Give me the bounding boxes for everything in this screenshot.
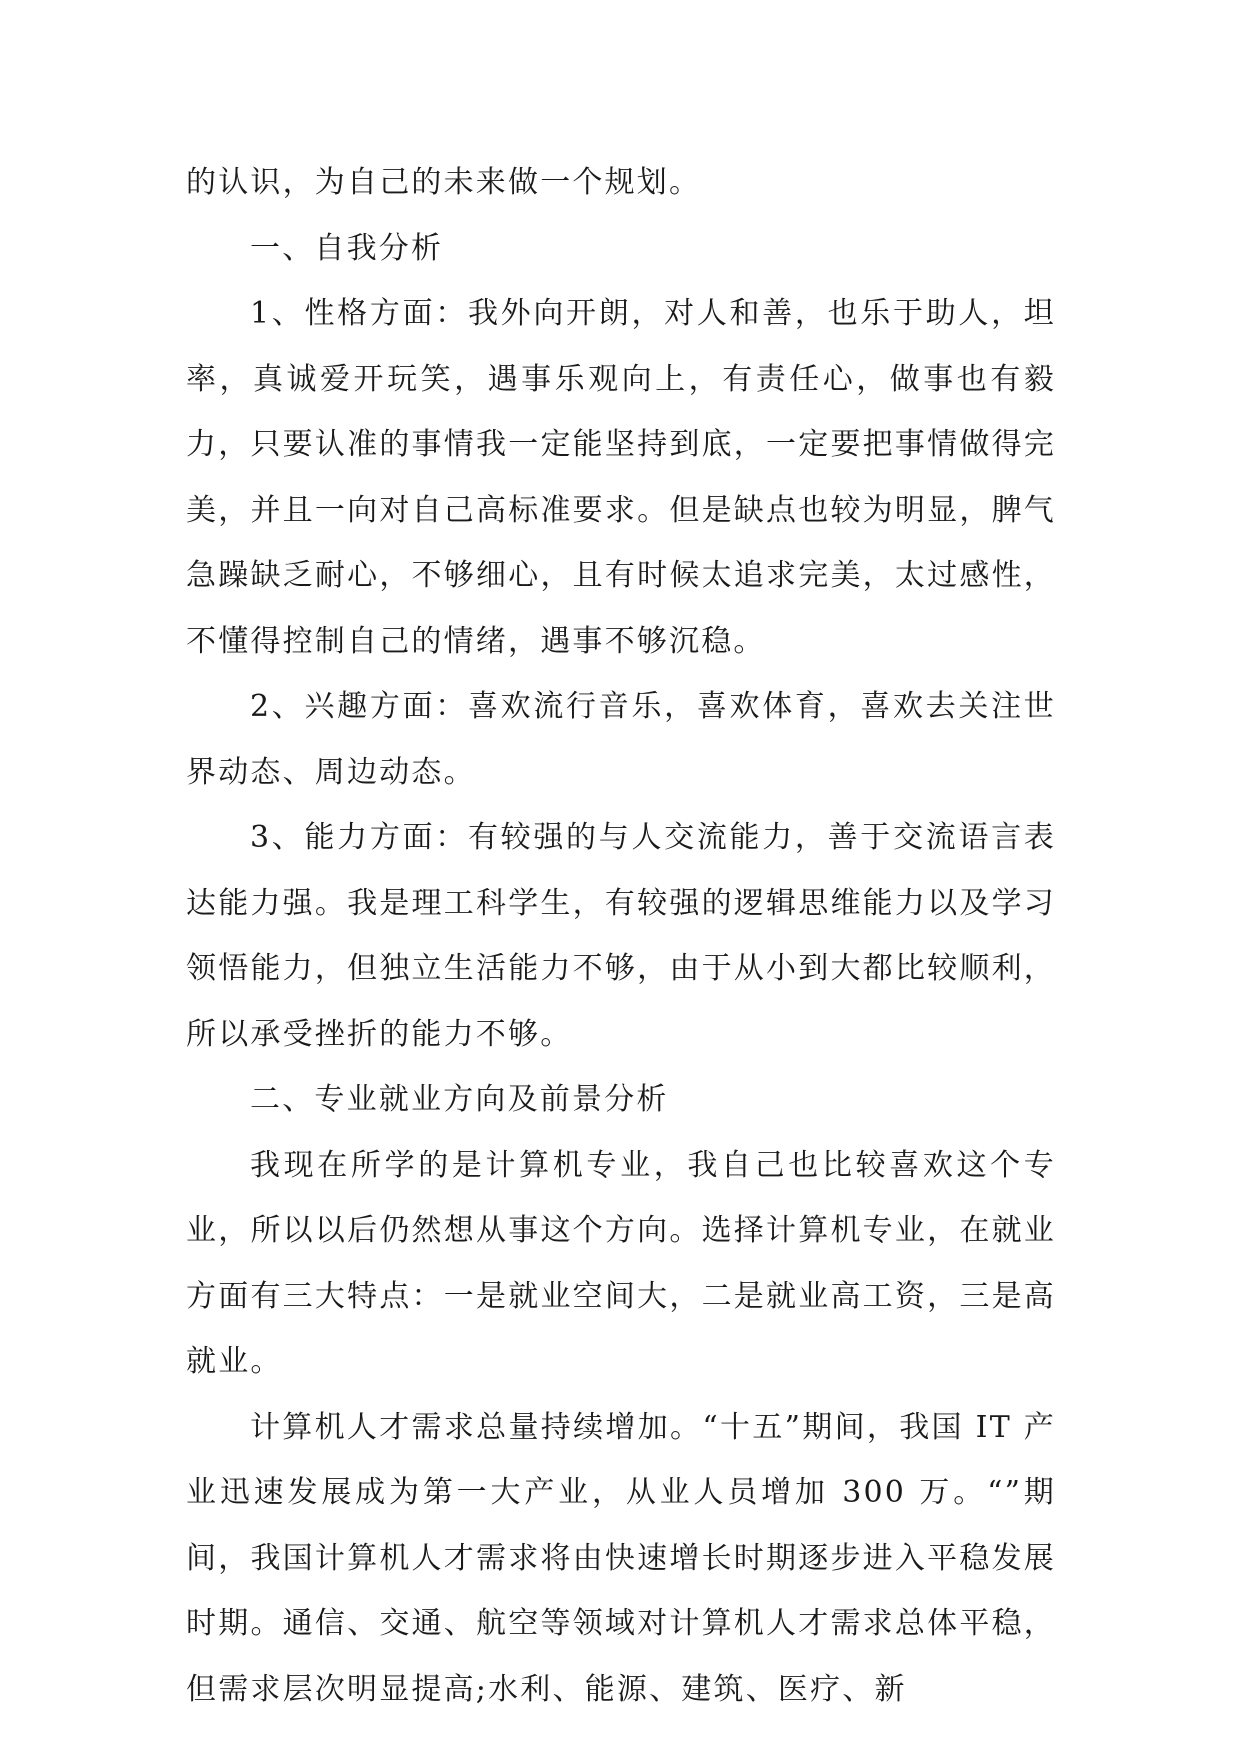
paragraph-interests: 2、兴趣方面：喜欢流行音乐，喜欢体育，喜欢去关注世界动态、周边动态。: [186, 689, 1056, 790]
paragraph-abilities: 3、能力方面：有较强的与人交流能力，善于交流语言表达能力强。我是理工科学生，有较强的逻辑思维能力以及学习领悟能力，但独立生活能力不够，由于从小到大都比较顺利，所以承受挫折的能力不够。: [186, 820, 1056, 1052]
paragraph-major-choice: 我现在所学的是计算机专业，我自己也比较喜欢这个专业，所以以后仍然想从事这个方向。选择计算机专业，在就业方面有三大特点：一是就业空间大，二是就业高工资，三是高就业。: [186, 1147, 1056, 1379]
paragraph-intro-continuation: 的认识，为自己的未来做一个规划。: [186, 165, 702, 200]
paragraph-personality: 1、性格方面：我外向开朗，对人和善，也乐于助人，坦率，真诚爱开玩笑，遇事乐观向上，有责任心，做事也有毅力，只要认准的事情我一定能坚持到底，一定要把事情做得完美，并且一向对自己高标准要求。但是缺点也较为明显，脾气急躁缺乏耐心，不够细心，且有时候太追求完美，太过感性，不懂得控制自己的情绪，遇事不够沉稳。: [186, 296, 1056, 659]
document-body: [186, 150, 1056, 1722]
paragraph-talent-demand: 计算机人才需求总量持续增加。“十五”期间，我国 IT 产业迅速发展成为第一大产业，从业人员增加 300 万。“”期间，我国计算机人才需求将由快速增长时期逐步进入平稳发展时期。通信、交通、航空等领域对计算机人才需求总体平稳，但需求层次明显提高;水利、能源、建筑、医疗、新: [186, 1409, 1056, 1707]
heading-self-analysis: 一、自我分析: [250, 230, 444, 266]
heading-career-direction: 二、专业就业方向及前景分析: [250, 1082, 669, 1117]
